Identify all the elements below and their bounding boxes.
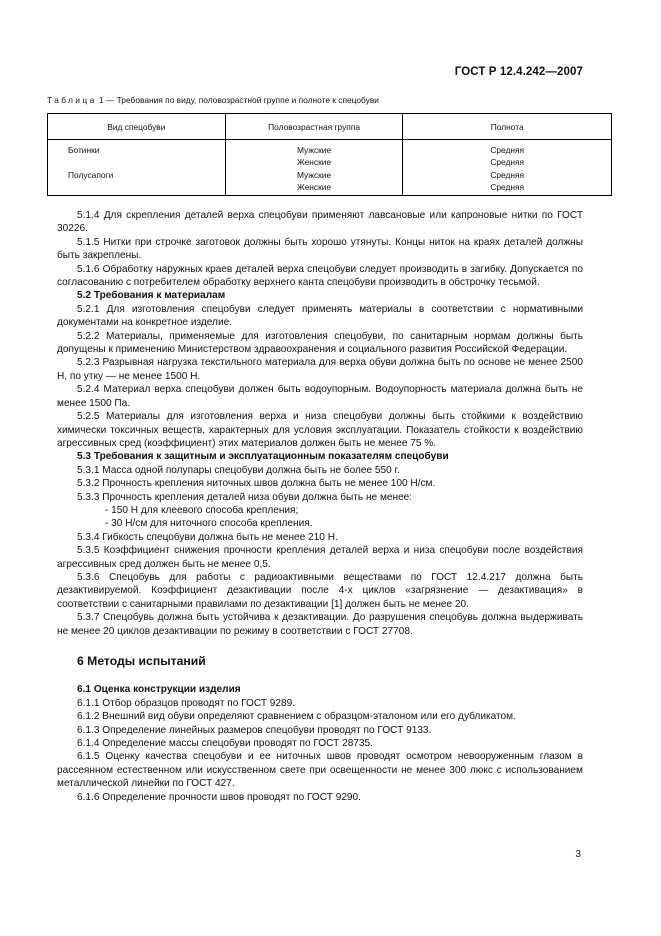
paragraph: 5.2.5 Материалы для изготовления верха и низа спецобуви должны быть стойкими к воздействию химически токсичных веществ, характерных для условия эксплуатации. Показатель стойкости к воздействию агрессивных сред (коэффициент) этих материалов должен быть не менее 75 %. (57, 411, 583, 449)
paragraph: 6.1.1 Отбор образцов проводят по ГОСТ 9289. (77, 697, 296, 709)
list-item: - 30 Н/см для ниточного способа крепления. (105, 518, 313, 530)
column-header: Полнота (403, 114, 612, 140)
fullness-cell (403, 140, 612, 196)
list-item: - 150 Н для клеевого способа крепления; (105, 504, 299, 516)
table-header-row (48, 114, 612, 140)
paragraph: 5.2.3 Разрывная нагрузка текстильного материала для верха обуви должна быть по основе не менее 2500 Н, по утку — не менее 1500 Н. (57, 357, 583, 382)
paragraph: 5.2.4 Материал верха спецобуви должен быть водоупорным. Водоупорность материала должна быть не менее 1500 Па. (57, 384, 583, 409)
filler-line (68, 182, 225, 194)
fullness-value: Средняя (490, 181, 525, 192)
paragraph: 5.2.1 Для изготовления спецобуви следует применять материалы в соответствии с нормативными документами на конкретное изделие. (57, 303, 583, 329)
paragraph: 5.1.6 Обработку наружных краев деталей верха спецобуви следует производить в загибку. Допускается по согласованию с потребителем обработку верхнего канта спецобуви производить в обстрочку тесьмой. (57, 263, 583, 289)
section-title: 6 Методы испытаний (77, 654, 206, 668)
paragraph: 5.3.6 Спецобувь для работы с радиоактивными веществами по ГОСТ 12.4.217 должна быть дезактивируемой. Коэффициент дезактивации после 4-х циклов «загрязнение — дезактивация» в соответствии с санитарными правилами по дезактивации [1] должен быть не менее 20. (57, 571, 583, 610)
paragraph: 5.3.1 Масса одной полупары спецобуви должна быть не более 550 г. (77, 464, 400, 476)
subsection-heading: 6.1 Оценка конструкции изделия (77, 684, 241, 696)
column-header: Половозрастная группа (225, 114, 403, 140)
table-caption-text: 1 — Требования по виду, половозрастной группе и полноте к спецобуви (98, 95, 379, 105)
fullness-value: Средняя (490, 170, 525, 181)
paragraph: 5.3.2 Прочность крепления ниточных швов должна быть не менее 100 Н/см. (77, 478, 436, 490)
paragraph: 5.3.4 Гибкость спецобуви должна быть не менее 210 Н. (77, 531, 338, 543)
filler-line (68, 157, 225, 169)
paragraph: 6.1.2 Внешний вид обуви определяют сравнением с образцом-эталоном или его дубликатом. (77, 711, 516, 723)
paragraph: 5.3.7 Спецобувь должна быть устойчива к дезактивации. До разрушения спецобувь должна выдерживать не менее 20 циклов дезактивации по режиму в соответствии с ГОСТ 27708. (57, 612, 583, 637)
table-row (48, 140, 612, 196)
page-number: 3 (575, 849, 581, 860)
paragraph: 6.1.6 Определение прочности швов проводят по ГОСТ 9290. (77, 791, 361, 803)
age-group: Мужские (296, 145, 332, 155)
table-caption (47, 95, 379, 105)
requirements-table (47, 113, 612, 196)
subsection-heading: 5.3 Требования к защитным и эксплуатационным показателям спецобуви (77, 451, 449, 463)
table-caption-label: Таблица (47, 95, 97, 105)
standard-number: ГОСТ Р 12.4.242—2007 (454, 66, 583, 78)
paragraph: 5.1.4 Для скрепления деталей верха спецобуви применяют лавсановые или капроновые нитки по ГОСТ 30226. (57, 210, 583, 235)
age-group: Женские (297, 181, 332, 192)
fullness-value: Средняя (490, 145, 525, 155)
paragraph: 6.1.5 Оценку качества спецобуви и ее ниточных швов проводят осмотром невооруженным глазом в рассеянном естественном или искусственном свете при освещенности не менее 300 люкс с использованием металлической линейки по ГОСТ 427. (57, 751, 583, 790)
paragraph: 6.1.3 Определение линейных размеров спецобуви проводят по ГОСТ 9133. (77, 724, 432, 736)
subsection-heading: 5.2 Требования к материалам (77, 290, 226, 302)
paragraph: 5.3.5 Коэффициент снижения прочности крепления деталей верха и низа спецобуви после воздействия агрессивных сред должен быть не менее 0,5. (57, 545, 583, 570)
paragraph: 5.2.2 Материалы, применяемые для изготовления спецобуви, по санитарным нормам должны быть допущены к применению Министерством здравоохранения и социального развития Российской Федерации. (57, 330, 583, 356)
age-group: Мужские (296, 170, 332, 181)
paragraph: 6.1.4 Определение массы спецобуви проводят по ГОСТ 28735. (77, 738, 373, 750)
fullness-value: Средняя (490, 156, 525, 167)
paragraph: 5.1.5 Нитки при строчке заготовок должны быть хорошо утянуты. Концы ниток на краях деталей должны быть закреплены. (57, 236, 583, 262)
footwear-type: Ботинки (68, 145, 100, 155)
column-header: Вид спецобуви (48, 114, 226, 140)
group-cell (225, 140, 403, 196)
footwear-type-cell (48, 140, 226, 196)
document-body (57, 209, 583, 804)
paragraph: 5.3.3 Прочность крепления деталей низа обуви должна быть не менее: (77, 491, 413, 503)
footwear-type: Полусапоги (68, 170, 114, 181)
age-group: Женские (297, 156, 332, 167)
